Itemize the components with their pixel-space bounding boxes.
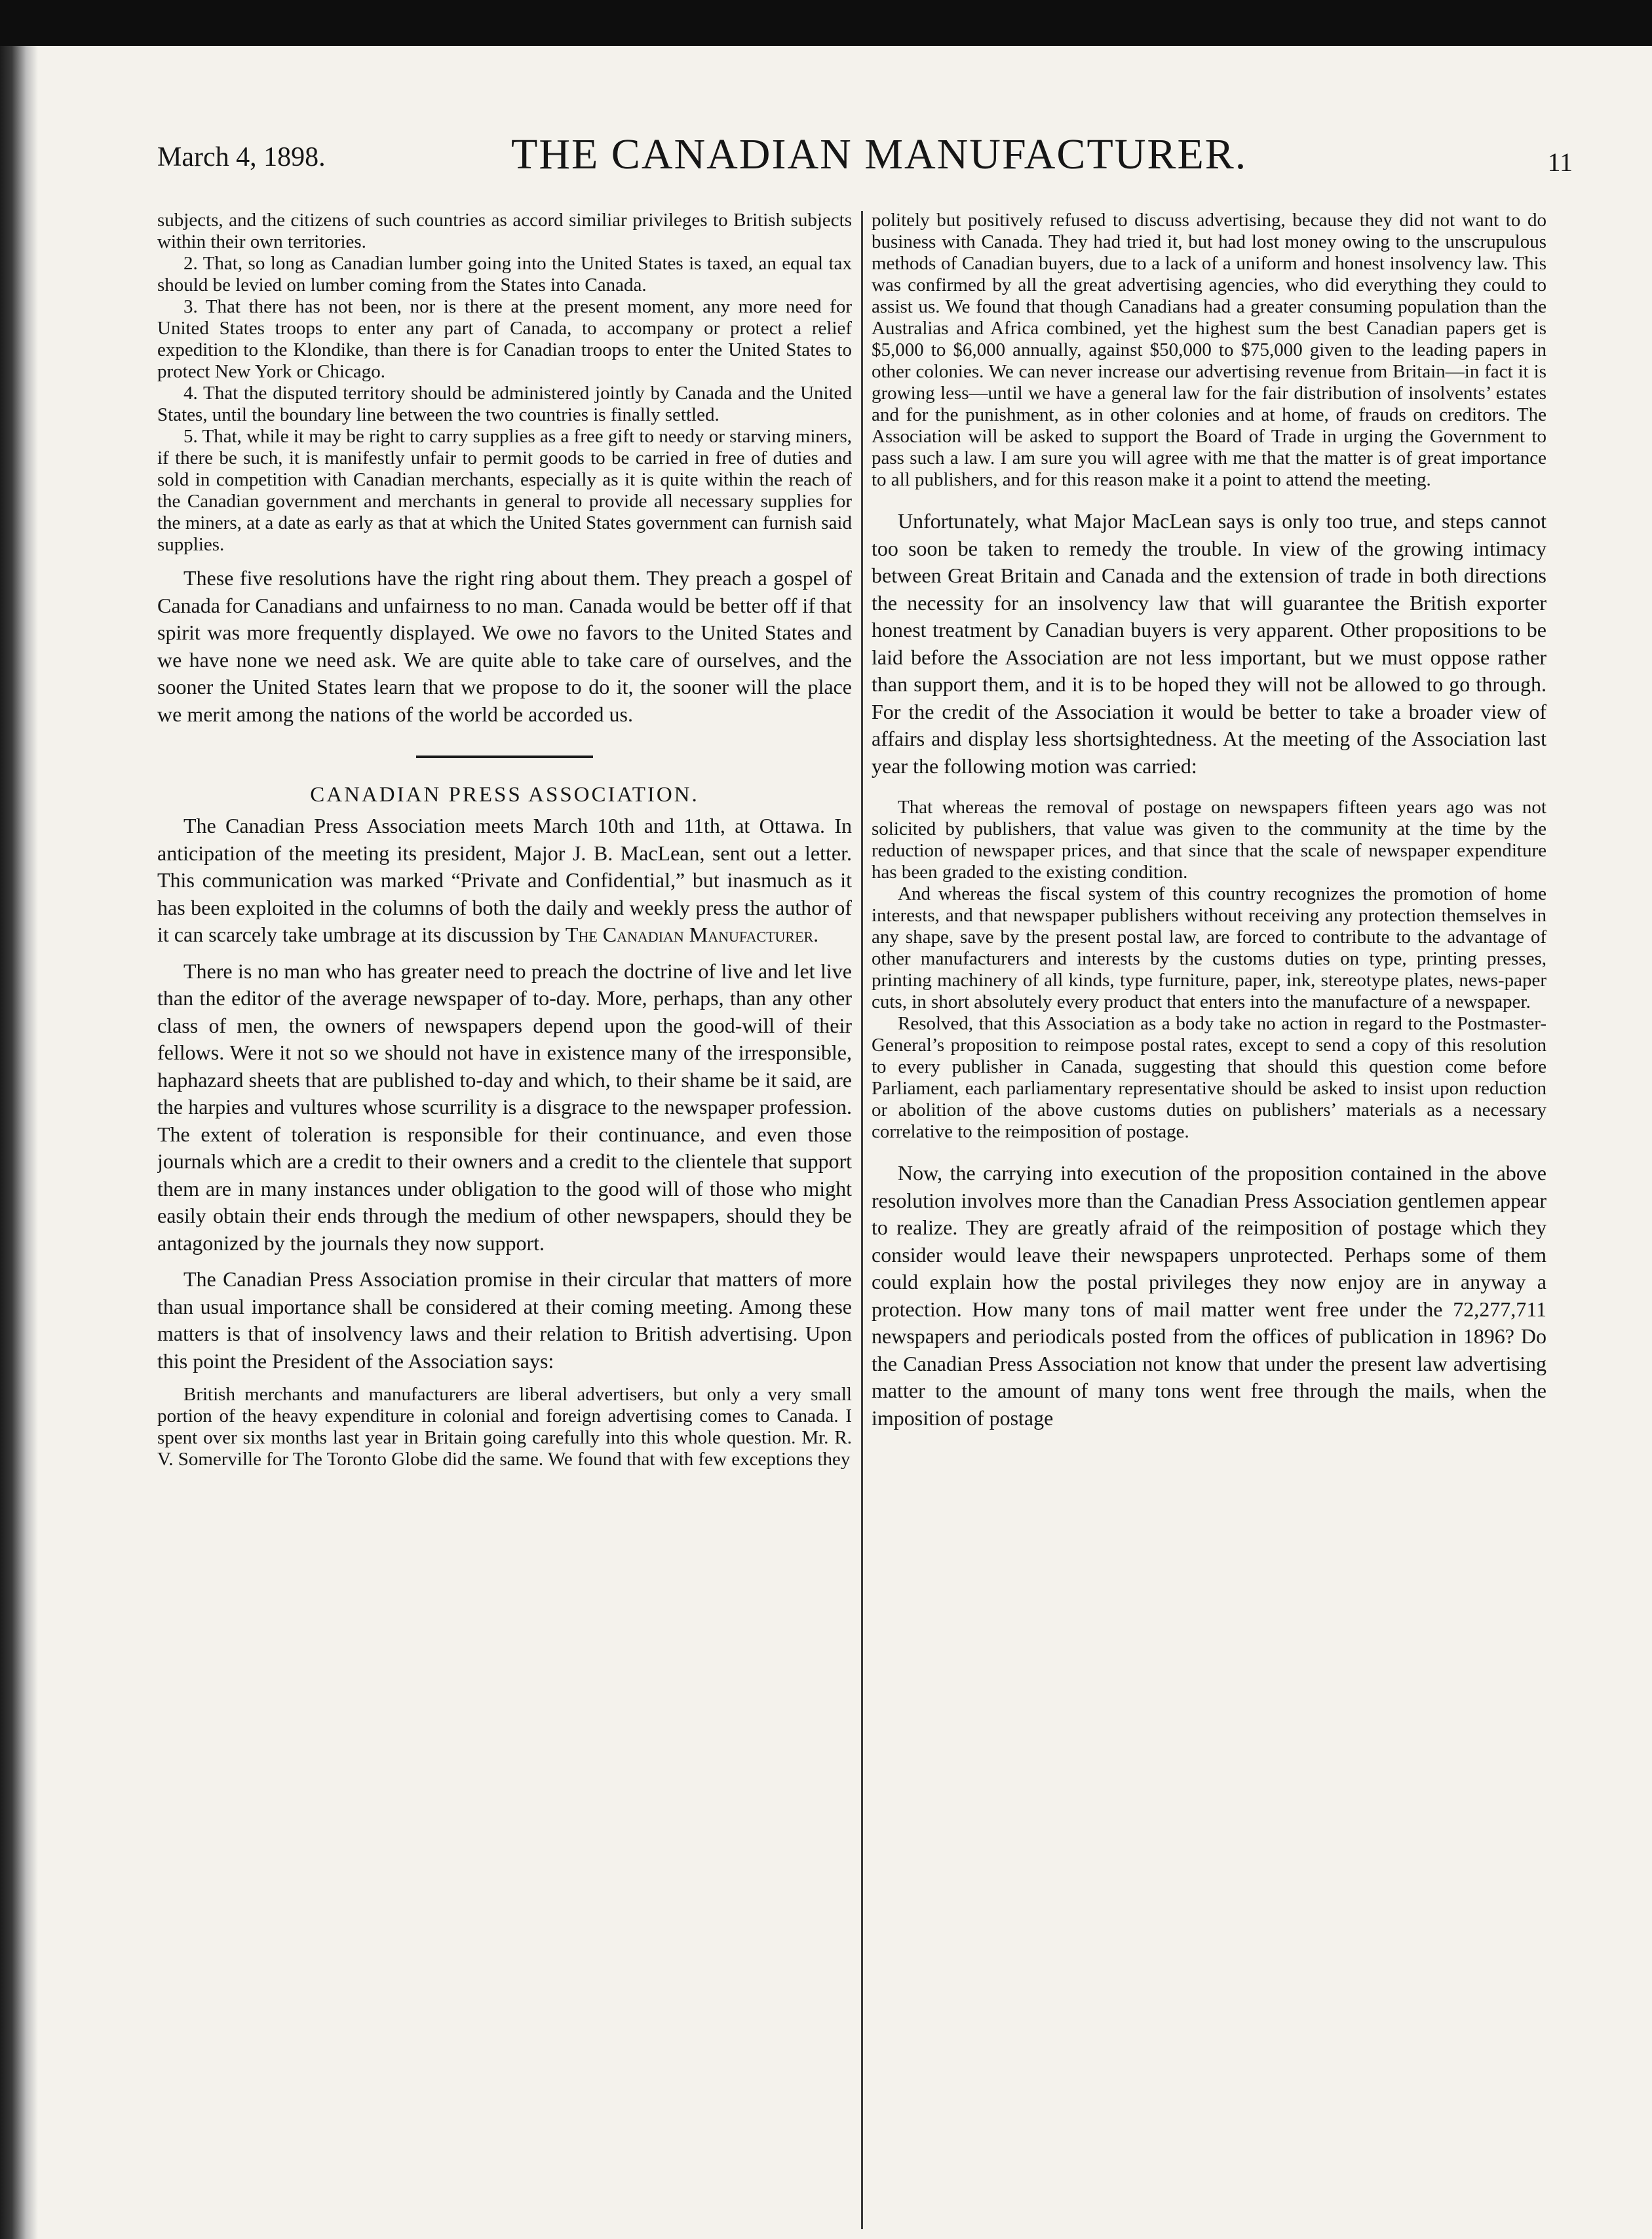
resolution-2: 2. That, so long as Canadian lumber going into the United States is taxed, an equal tax should be levied on lumber coming from the States into Canada.	[157, 253, 852, 296]
unfortunately-paragraph: Unfortunately, what Major MacLean says is only too true, and steps cannot too soon be taken to remedy the trouble. In view of the growing intimacy between Great Britain and Canada and the extension of trade in both directions the necessity for an insolvency law that will guarantee the British exporter honest treatment by Canadian buyers is very apparent. Other propositions to be laid before the Association are not less important, but we must oppose rather than support them, and it is to be hoped they will not be allowed to go through. For the credit of the Association it would be better to take a broader view of affairs and display less shortsightedness. At the meeting of the Association last year the following motion was carried:	[872, 509, 1546, 778]
resolution-3: 3. That there has not been, nor is there at the present moment, any more need for United States troops to enter any part of Canada, to accompany or protect a relief expedition to the Klondike, than there is for Canadian troops to enter the United States to protect New York or Chicago.	[157, 296, 852, 382]
section-rule	[416, 756, 593, 758]
now-paragraph: Now, the carrying into execution of the proposition contained in the above resolution involves more than the Canadian Press Association gentlemen appear to realize. They are greatly afraid of the reimposition of postage which they consider would leave their newspapers unprotected. Perhaps some of them could explain how the postal privileges they now enjoy are in anyway a protection. How many tons of mail matter went free under the 72,277,711 newspapers and periodicals posted from the offices of publication in 1896? Do the Canadian Press Association not know that under the present law advertising matter to the amount of many tons went free through the mails, when the imposition of postage	[872, 1161, 1546, 1430]
motion-whereas-1: That whereas the removal of postage on newspapers fifteen years ago was not solicited by publishers, that value was given to the community at the time by the reduction of newspaper prices, and that since that the scale of newspaper expenditure has been graded to the existing condition.	[872, 797, 1546, 883]
masthead-title: THE CANADIAN MANUFACTURER.	[511, 130, 1248, 178]
cpa-paragraph-1	[157, 813, 852, 949]
resolution-4: 4. That the disputed territory should be administered jointly by Canada and the United States, until the boundary line between the two countries is finally settled.	[157, 383, 852, 425]
publication-name: The Canadian Manufacturer.	[565, 923, 819, 946]
left-column	[157, 210, 852, 2228]
president-quote-start: British merchants and manufacturers are liberal advertisers, but only a very small portion of the heavy expenditure in colonial and foreign advertising comes to Canada. I spent over six months last year in Britain going carefully into this whole question. Mr. R. V. Somerville for The Toronto Globe did the same. We found that with few exceptions they	[157, 1384, 852, 1470]
column-divider	[861, 211, 863, 2229]
cpa-paragraph-2: There is no man who has greater need to preach the doctrine of live and let live than the editor of the average newspaper of to-day. More, perhaps, than any other class of men, the owners of newspapers depend upon the good-will of their fellows. Were it not so we should not have in existence many of the irresponsible, haphazard sheets that are published to-day and which, to their shame be it said, are the harpies and vultures whose scurrility is a disgrace to the newspaper profession. The extent of toleration is responsible for their continuance, and even those journals which are a credit to their owners and a credit to the clientele that support them are in many instances under obligation to the good will of those who might easily obtain their ends through the medium of other newspapers, should they be antagonized by the journals they now support.	[157, 959, 852, 1255]
issue-date: March 4, 1898.	[157, 142, 326, 172]
scan-top-edge	[0, 0, 1652, 46]
cpa-paragraph-3: The Canadian Press Association promise in their circular that matters of more than usual importance shall be considered at their coming meeting. Among these matters is that of insolvency laws and their relation to British advertising. Upon this point the President of the Association says:	[157, 1267, 852, 1373]
president-quote-continued: politely but positively refused to discuss advertising, because they did not want to do business with Canada. They had tried it, but had lost money owing to the unscrupulous methods of Canadian buyers, due to a lack of a uniform and honest insolvency law. This was confirmed by all the great advertising agencies, who did everything they could to assist us. We found that though Canadians had a greater consuming population than the Australias and Africa combined, yet the highest sum the best Canadian papers get is $5,000 to $6,000 annually, against $50,000 to $75,000 given to the leading papers in other colonies. We can never increase our advertising revenue from Britain—in fact it is growing less—until we have a general law for the fair distribution of insolvents’ estates and for the punishment, as in other colonies and at home, of frauds on creditors. The Association will be asked to support the Board of Trade in urging the Government to pass such a law. I am sure you will agree with me that the matter is of great importance to all publishers, and for this reason make it a point to attend the meeting.	[872, 210, 1546, 490]
right-column	[872, 210, 1546, 2228]
cpa-paragraph-1-text: The Canadian Press Association meets March 10th and 11th, at Ottawa. In anticipation of the meeting its president, Major J. B. MacLean, sent out a letter. This communication was marked “Private and Confidential,” but inasmuch as it has been exploited in the columns of both the daily and weekly press the author of it can scarcely take umbrage at its discussion by	[157, 814, 852, 946]
scan-left-edge	[0, 46, 38, 2239]
continued-paragraph: subjects, and the citizens of such countries as accord similiar privileges to British subjects within their own territories.	[157, 210, 852, 252]
motion-resolved: Resolved, that this Association as a body take no action in regard to the Postmaster-General’s proposition to reimpose postal rates, except to send a copy of this resolution to every publisher in Canada, suggesting that should this question come before Parliament, each parliamentary representative should be asked to insist upon reduction or abolition of the above customs duties on publishers’ materials as a necessary correlative to the reimposition of postage.	[872, 1013, 1546, 1142]
section-heading: CANADIAN PRESS ASSOCIATION.	[310, 783, 699, 807]
page-number: 11	[1547, 147, 1573, 177]
page-header	[157, 130, 1573, 189]
motion-whereas-2: And whereas the fiscal system of this country recognizes the promotion of home interests, and that newspaper publishers without receiving any protection themselves in any shape, save by the present postal law, are forced to contribute to the advantage of other manufacturers and interests by the customs duties on type, printing presses, printing machinery of all kinds, type furniture, paper, ink, stereotype plates, news-paper cuts, in short absolutely every product that enters into the manufacture of a newspaper.	[872, 883, 1546, 1012]
resolution-5: 5. That, while it may be right to carry supplies as a free gift to needy or starving miners, if there be such, it is manifestly unfair to permit goods to be carried in free of duties and sold in competition with Canadian merchants, especially as it is quite within the reach of the Canadian government and merchants in general to provide all necessary supplies for the miners, at a date as early as that at which the United States government can furnish said supplies.	[157, 426, 852, 555]
five-resolutions-paragraph: These five resolutions have the right ring about them. They preach a gospel of Canada for Canadians and unfairness to no man. Canada would be better off if that spirit was more frequently displayed. We owe no favors to the United States and we have none we need ask. We are quite able to take care of ourselves, and the sooner the United States learn that we propose to do it, the sooner will the place we merit among the nations of the world be accorded us.	[157, 566, 852, 726]
